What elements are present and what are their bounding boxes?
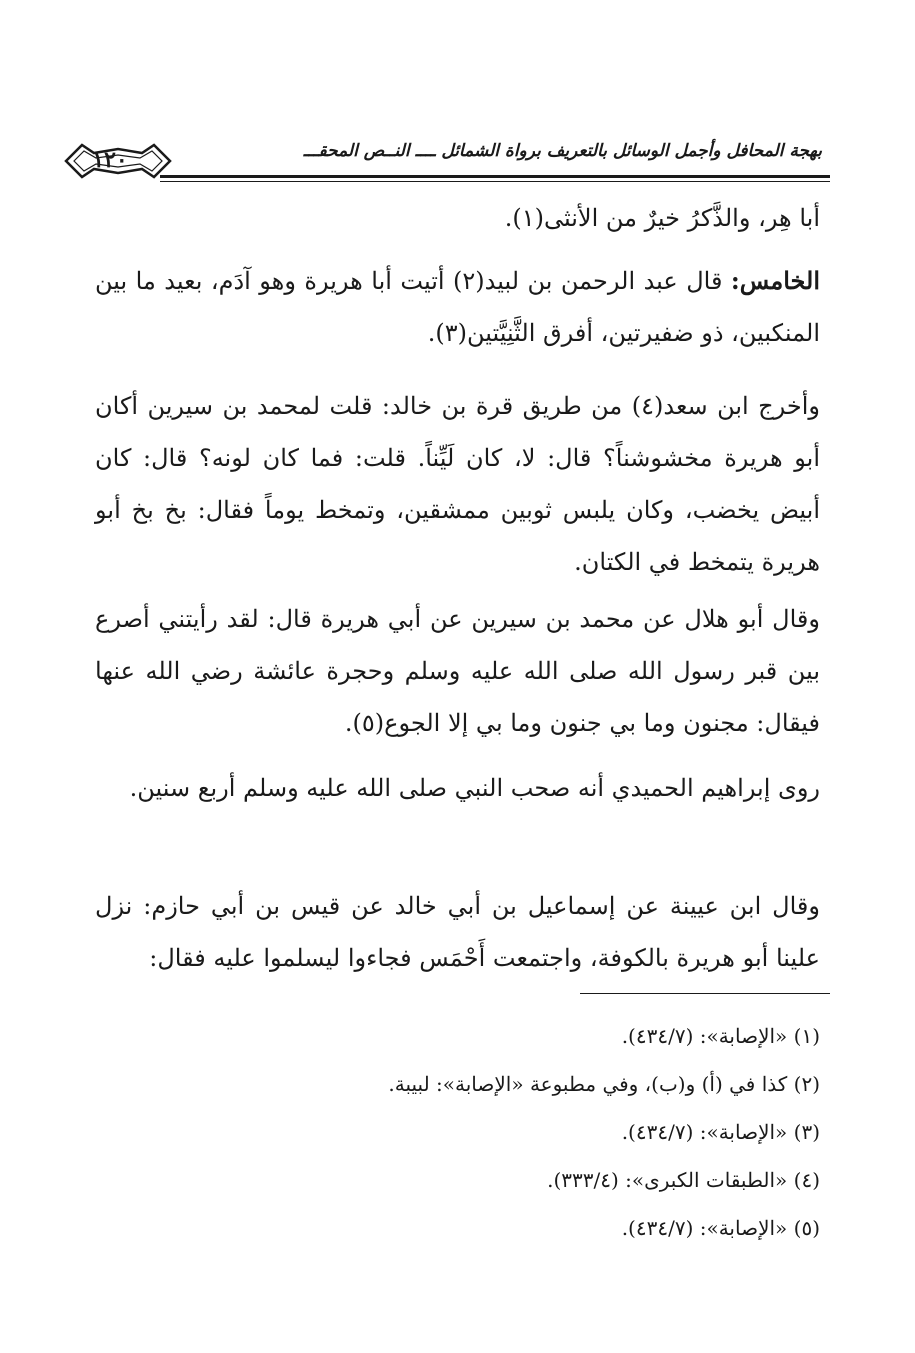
header-rule-thin: [160, 181, 830, 182]
page-number: ١٢٠: [92, 147, 128, 173]
paragraph: [95, 593, 820, 749]
footnote-separator: [580, 993, 830, 994]
paragraph: [95, 762, 820, 814]
footnotes: [95, 1012, 820, 1252]
paragraph-text: وقال أبو هلال عن محمد بن سيرين عن أبي هريرة قال: لقد رأيتني أصرع بين قبر رسول الله صلى الله عليه وسلم وحجرة عائشة رضي الله عنها فيقال: مجنون وما بي جنون وما بي إلا الجوع(٥).: [95, 605, 820, 737]
footnote: (١) «الإصابة»: (٤٣٤/٧).: [621, 1024, 820, 1048]
paragraph-lead: الخامس:: [730, 266, 821, 295]
paragraph-text: قال عبد الرحمن بن لبيد(٢) أتيت أبا هريرة وهو آدَم، بعيد ما بين المنكبين، ذو ضفيرتين، أفرق الثَّنِيَّتين(٣).: [95, 267, 820, 347]
header-rule: [160, 175, 830, 178]
page-header: [60, 125, 830, 185]
paragraph-text: أبا هِر، والذَّكرُ خيرٌ من الأنثى(١).: [504, 204, 820, 232]
paragraph: [95, 880, 820, 984]
footnote: (٥) «الإصابة»: (٤٣٤/٧).: [621, 1216, 820, 1240]
footnote: (٣) «الإصابة»: (٤٣٤/٧).: [621, 1120, 820, 1144]
footnote: (٤) «الطبقات الكبرى»: (٣٣٣/٤).: [547, 1168, 820, 1192]
running-title: بهجة المحافل وأجمل الوسائل بالتعريف برواة الشمائل ــــ النــص المحقـــ: [303, 141, 822, 161]
paragraph: [95, 255, 820, 359]
paragraph-text: وقال ابن عيينة عن إسماعيل بن أبي خالد عن قيس بن أبي حازم: نزل علينا أبو هريرة بالكوفة، واجتمعت أَحْمَس فجاءوا ليسلموا عليه فقال:: [95, 892, 820, 972]
paragraph-text: وأخرج ابن سعد(٤) من طريق قرة بن خالد: قلت لمحمد بن سيرين أكان أبو هريرة مخشوشناً؟ قال: لا، كان لَيِّناً. قلت: فما كان لونه؟ قال: كان أبيض يخضب، وكان يلبس ثوبين ممشقين، وتمخط يوماً فقال: بخ بخ أبو هريرة يتمخط في الكتان.: [95, 392, 820, 576]
paragraph: [95, 192, 820, 244]
paragraph-text: روى إبراهيم الحميدي أنه صحب النبي صلى الله عليه وسلم أربع سنين.: [129, 774, 820, 802]
footnote: (٢) كذا في (أ) و(ب)، وفي مطبوعة «الإصابة»: لبيبة.: [388, 1072, 820, 1096]
paragraph: [95, 380, 820, 588]
